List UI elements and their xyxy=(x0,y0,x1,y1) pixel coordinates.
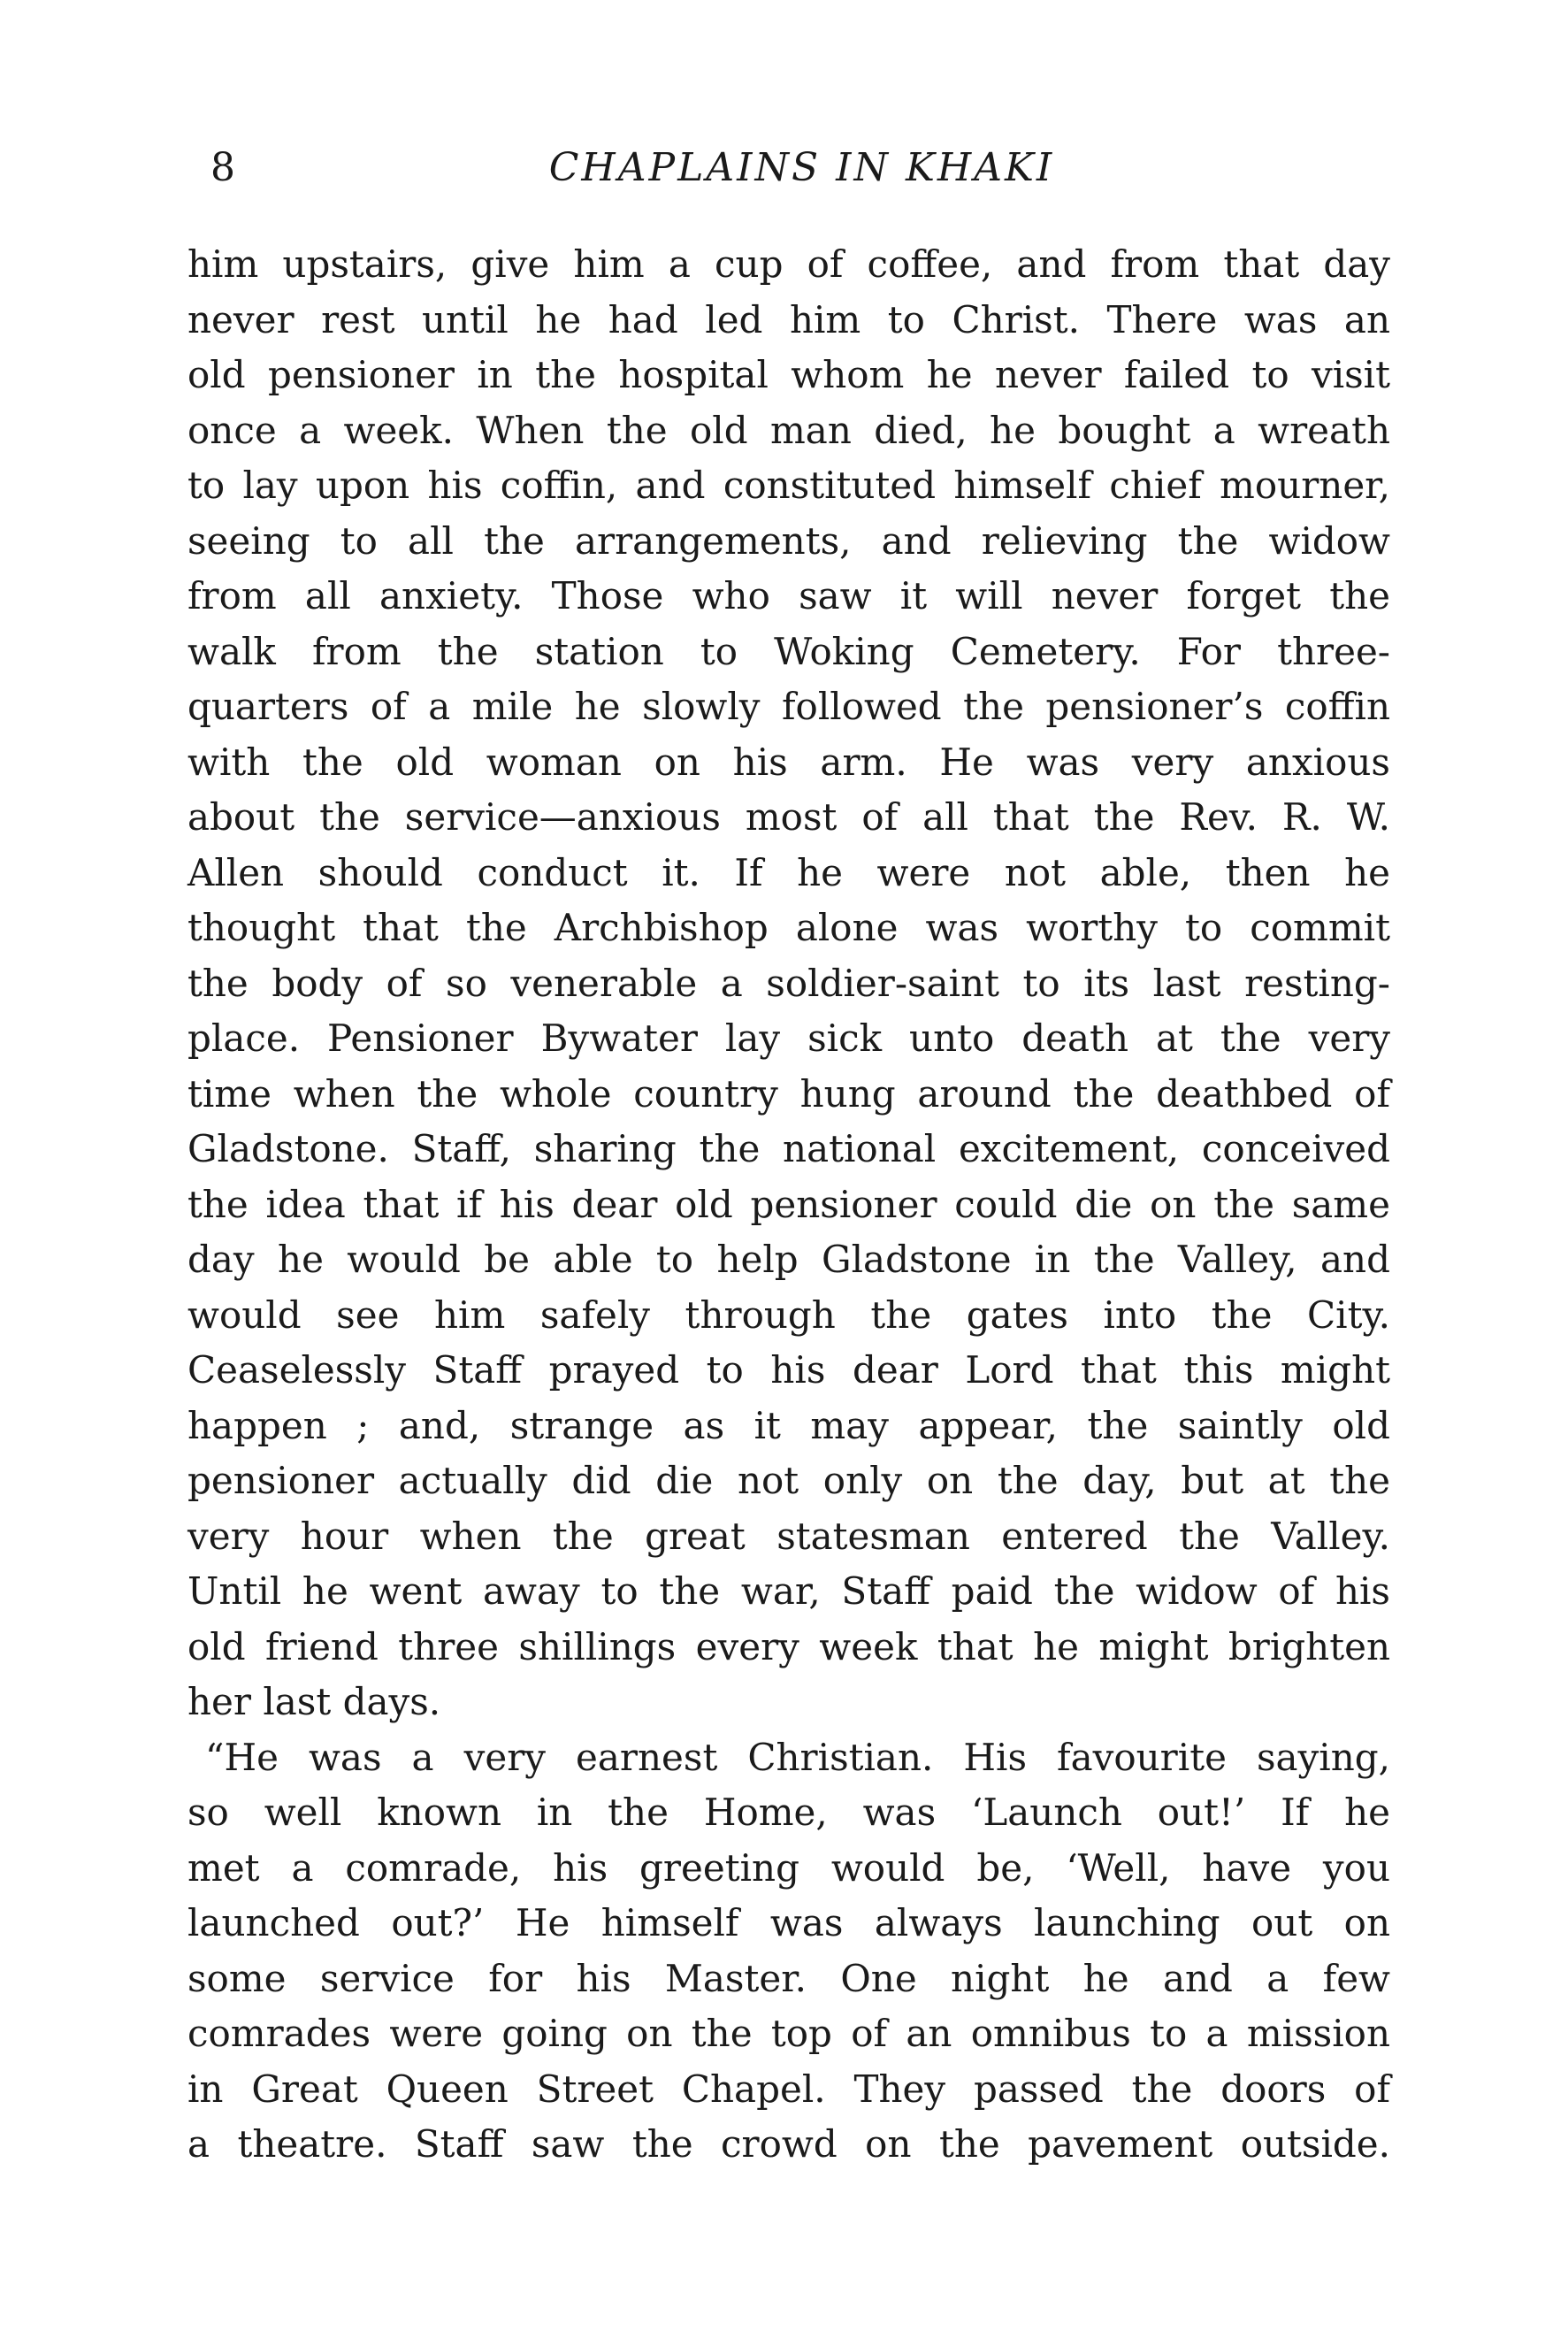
text-line: quarters of a mile he slowly followed the pensioner’s coffin xyxy=(187,685,1390,728)
text-line: the body of so venerable a soldier-saint to its last resting- xyxy=(187,961,1390,1005)
text-line: happen ; and, strange as it may appear, the saintly old xyxy=(187,1403,1390,1447)
page-header xyxy=(0,142,1568,203)
text-line: met a comrade, his greeting would be, ‘Well, have you xyxy=(187,1845,1390,1890)
text-line: old friend three shillings every week that he might brighten xyxy=(187,1624,1390,1668)
text-line: with the old woman on his arm. He was very anxious xyxy=(187,740,1390,784)
text-line: some service for his Master. One night he and a few xyxy=(187,1956,1390,2000)
text-line: launched out?’ He himself was always launching out on xyxy=(187,1901,1390,1944)
text-line: would see him safely through the gates into the City. xyxy=(187,1292,1390,1337)
text-line: time when the whole country hung around the deathbed of xyxy=(187,1071,1390,1116)
text-line: about the service—anxious most of all that the Rev. R. W. xyxy=(187,795,1390,839)
text-line: seeing to all the arrangements, and relieving the widow xyxy=(187,518,1390,563)
text-line: day he would be able to help Gladstone in the Valley, and xyxy=(187,1238,1390,1281)
body-text xyxy=(187,237,1390,2173)
text-line: place. Pensioner Bywater lay sick unto death at the very xyxy=(187,1016,1390,1060)
text-line: in Great Queen Street Chapel. They passed the doors of xyxy=(187,2067,1390,2111)
text-line: so well known in the Home, was ‘Launch out!’ If he xyxy=(187,1791,1390,1834)
running-title: CHAPLAINS IN KHAKI xyxy=(548,145,1055,190)
text-line: the idea that if his dear old pensioner could die on the same xyxy=(187,1182,1390,1226)
text-line: a theatre. Staff saw the crowd on the pavement outside. xyxy=(187,2122,1390,2166)
text-line: her last days. xyxy=(187,1680,441,1723)
text-line: from all anxiety. Those who saw it will never forget the xyxy=(187,574,1390,617)
text-line: Until he went away to the war, Staff paid the widow of his xyxy=(187,1569,1390,1613)
text-line: pensioner actually did die not only on the day, but at the xyxy=(187,1459,1390,1502)
text-line: thought that the Archbishop alone was worthy to commit xyxy=(187,906,1390,949)
text-line: Allen should conduct it. If he were not able, then he xyxy=(187,850,1390,894)
text-line: comrades were going on the top of an omnibus to a mission xyxy=(187,2012,1390,2055)
text-line: Gladstone. Staff, sharing the national excitement, conceived xyxy=(187,1127,1390,1170)
text-line: never rest until he had led him to Christ. There was an xyxy=(187,297,1390,341)
text-line: once a week. When the old man died, he bought a wreath xyxy=(187,408,1390,452)
page-number: 8 xyxy=(210,145,235,190)
text-line: very hour when the great statesman entered the Valley. xyxy=(187,1514,1390,1558)
text-line: walk from the station to Woking Cemetery. For three- xyxy=(187,629,1390,673)
text-line: “He was a very earnest Christian. His favourite saying, xyxy=(205,1735,1390,1779)
text-line: old pensioner in the hospital whom he never failed to visit xyxy=(187,353,1390,396)
text-line: him upstairs, give him a cup of coffee, and from that day xyxy=(187,242,1390,286)
text-line: Ceaselessly Staff prayed to his dear Lord that this might xyxy=(187,1348,1390,1392)
text-line: to lay upon his coffin, and constituted himself chief mourner, xyxy=(187,464,1390,507)
